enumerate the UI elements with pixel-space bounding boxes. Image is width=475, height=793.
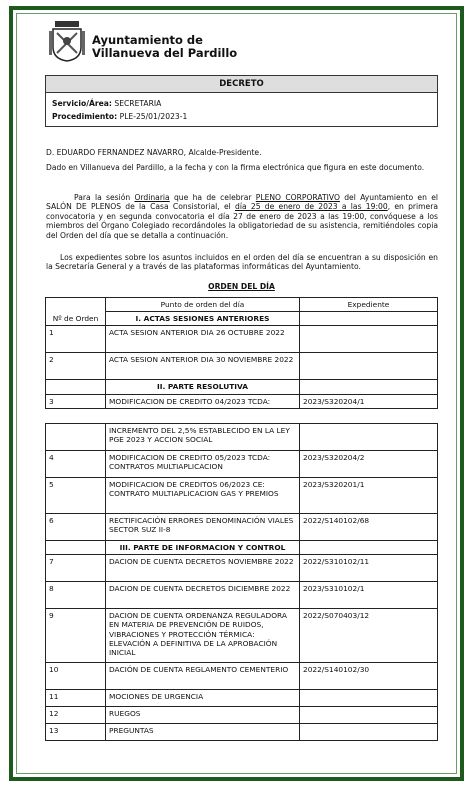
p1-g: , en primera convocatoria y en segunda convocatoria el día 27 de enero de 2023 a las 19:00, convóquese a los miembros del Órgano Colegiado recordándoles la obligatoriedad de su asistencia, remitiéndoles copia del Orden del día que se detalla a continuación. xyxy=(46,202,439,240)
row-expediente: 2022/S140102/30 xyxy=(300,663,438,690)
org-line-1: Ayuntamiento de xyxy=(92,33,203,47)
row-expediente xyxy=(300,724,438,741)
procedimiento-label: Procedimiento: xyxy=(52,112,118,121)
row-expediente: 2023/S310102/1 xyxy=(300,582,438,609)
row-punto: INCREMENTO DEL 2,5% ESTABLECIDO EN LA LEY PGE 2023 Y ACCION SOCIAL xyxy=(106,424,300,451)
organ-name: PLENO CORPORATIVO xyxy=(255,193,340,202)
row-punto: MODIFICACION DE CREDITO 05/2023 TCDA: CONTRATOS MULTIAPLICACION xyxy=(106,451,300,478)
servicio-value: SECRETARIA xyxy=(114,99,162,108)
col-header-num: Nº de Orden xyxy=(46,298,106,326)
dado-paragraph: Dado en Villanueva del Pardillo, a la fecha y con la firma electrónica que figura en este documento. xyxy=(46,163,425,172)
section-row xyxy=(46,380,438,394)
servicio-label: Servicio/Área: xyxy=(52,99,112,108)
row-punto: ACTA SESION ANTERIOR DIA 26 OCTUBRE 2022 xyxy=(106,326,300,353)
row-num: 6 xyxy=(46,514,106,541)
row-num xyxy=(46,424,106,451)
empty-cell xyxy=(300,312,438,326)
session-date: día 25 de enero de 2023 a las 19:00 xyxy=(235,202,388,212)
row-punto: MODIFICACION DE CREDITOS 06/2023 CE: CONTRATO MULTIAPLICACION GAS Y PREMIOS xyxy=(106,478,300,514)
p1-e: del Ayuntamiento en el SALÓN DE PLENOS de la Casa Consistorial, el xyxy=(46,193,438,212)
table-row xyxy=(46,478,438,514)
procedimiento-line xyxy=(46,110,437,123)
row-expediente xyxy=(300,326,438,353)
row-num: 1 xyxy=(46,326,106,353)
table-header-row xyxy=(46,298,438,312)
row-expediente: 2022/S070403/12 xyxy=(300,609,438,663)
row-num: 10 xyxy=(46,663,106,690)
row-expediente xyxy=(300,707,438,724)
organization-name xyxy=(92,34,237,60)
procedimiento-value: PLE-25/01/2023-1 xyxy=(119,112,188,121)
p1-c: que ha de celebrar xyxy=(169,193,256,202)
row-expediente: 2022/S310102/11 xyxy=(300,555,438,582)
row-num: 3 xyxy=(46,394,106,408)
convocatoria-paragraph xyxy=(46,193,438,240)
table-row xyxy=(46,451,438,478)
row-punto: RUEGOS xyxy=(106,707,300,724)
table-row xyxy=(46,514,438,541)
section-row xyxy=(46,541,438,555)
orden-table-part-1 xyxy=(45,297,438,409)
row-num: 2 xyxy=(46,353,106,380)
decreto-box xyxy=(45,75,438,127)
row-num: 4 xyxy=(46,451,106,478)
row-expediente xyxy=(300,353,438,380)
col-header-punto: Punto de orden del día xyxy=(106,298,300,312)
section-2-title: II. PARTE RESOLUTIVA xyxy=(106,380,300,394)
table-row xyxy=(46,582,438,609)
table-row xyxy=(46,690,438,707)
empty-cell xyxy=(46,541,106,555)
table-row xyxy=(46,555,438,582)
table-row xyxy=(46,353,438,380)
row-punto: RECTIFICACIÓN ERRORES DENOMINACIÓN VIALES SECTOR SUZ II-8 xyxy=(106,514,300,541)
row-punto: ACTA SESION ANTERIOR DIA 30 NOVIEMBRE 2022 xyxy=(106,353,300,380)
row-punto: DACION DE CUENTA DECRETOS NOVIEMBRE 2022 xyxy=(106,555,300,582)
section-3-title: III. PARTE DE INFORMACION Y CONTROL xyxy=(106,541,300,555)
addressee: D. EDUARDO FERNANDEZ NAVARRO, Alcalde-Presidente. xyxy=(46,148,262,157)
orden-del-dia-title: ORDEN DEL DÍA xyxy=(208,282,275,291)
row-punto: DACIÓN DE CUENTA REGLAMENTO CEMENTERIO xyxy=(106,663,300,690)
municipal-coat-of-arms-icon xyxy=(47,19,87,63)
org-line-2: Villanueva del Pardillo xyxy=(92,46,238,60)
row-num: 13 xyxy=(46,724,106,741)
table-row xyxy=(46,663,438,690)
row-num: 11 xyxy=(46,690,106,707)
row-punto: DACION DE CUENTA ORDENANZA REGULADORA EN MATERIA DE PREVENCIÓN DE RUIDOS, VIBRACIONES Y PROTECCIÓN TÉRMICA: ELEVACIÓN A DEFINITIVA DE LA APROBACIÓN INICIAL xyxy=(106,609,300,663)
table-row xyxy=(46,609,438,663)
row-num: 5 xyxy=(46,478,106,514)
row-expediente xyxy=(300,690,438,707)
table-row xyxy=(46,394,438,408)
col-header-expediente: Expediente xyxy=(300,298,438,312)
table-row xyxy=(46,707,438,724)
expedientes-paragraph: Los expedientes sobre los asuntos incluidos en el orden del día se encuentran a su disposición en la Secretaría General y a través de las plataformas informáticas del Ayuntamiento. xyxy=(46,253,438,272)
session-type: Ordinaria xyxy=(134,193,170,202)
p1-a: Para la sesión xyxy=(74,193,135,202)
row-expediente: 2023/S320204/1 xyxy=(300,394,438,408)
row-num: 8 xyxy=(46,582,106,609)
row-punto: DACION DE CUENTA DECRETOS DICIEMBRE 2022 xyxy=(106,582,300,609)
empty-cell xyxy=(300,380,438,394)
table-row xyxy=(46,424,438,451)
empty-cell xyxy=(300,541,438,555)
decreto-title: DECRETO xyxy=(46,76,437,93)
row-expediente: 2022/S140102/68 xyxy=(300,514,438,541)
table-row xyxy=(46,724,438,741)
section-1-title: I. ACTAS SESIONES ANTERIORES xyxy=(106,312,300,326)
row-num: 9 xyxy=(46,609,106,663)
row-punto: MODIFICACION DE CREDITO 04/2023 TCDA: xyxy=(106,394,300,408)
row-punto: MOCIONES DE URGENCIA xyxy=(106,690,300,707)
row-expediente xyxy=(300,424,438,451)
row-punto: PREGUNTAS xyxy=(106,724,300,741)
row-expediente: 2023/S320201/1 xyxy=(300,478,438,514)
row-expediente: 2023/S320204/2 xyxy=(300,451,438,478)
servicio-line xyxy=(46,97,437,110)
orden-table-part-2 xyxy=(45,423,438,741)
table-row xyxy=(46,326,438,353)
row-num: 12 xyxy=(46,707,106,724)
empty-cell xyxy=(46,380,106,394)
row-num: 7 xyxy=(46,555,106,582)
